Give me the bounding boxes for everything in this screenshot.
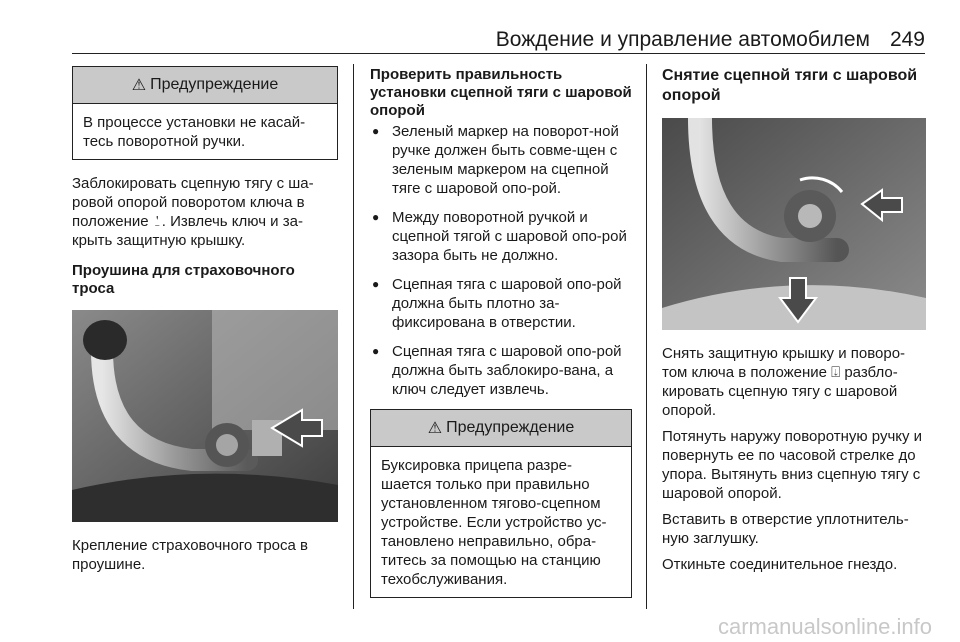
check-list bbox=[370, 122, 632, 399]
header-title: Вождение и управление автомобилем bbox=[495, 28, 870, 51]
warning-title: Предупреждение bbox=[446, 419, 575, 436]
column-divider bbox=[646, 64, 647, 609]
warning-box bbox=[370, 409, 632, 598]
photo-caption: Крепление страховочного троса в проушине. bbox=[72, 537, 308, 573]
warning-text: Буксировка прицепа разре-шается только при правильно установленном тягово-сцепном устройстве. Если устройство ус-тановлено неправильно, обра-титесь за помощью на станцию техобслуживания. bbox=[381, 457, 607, 588]
column-right bbox=[662, 66, 926, 574]
column-left bbox=[72, 66, 338, 574]
list-item: ● Сцепная тяга с шаровой опо-рой должна быть плотно за-фиксирована в отверстии. bbox=[370, 275, 632, 332]
section-heading-tow-eye: Проушина для страховочного троса bbox=[72, 262, 295, 297]
warning-triangle-icon: ⚠ bbox=[427, 420, 443, 437]
tow-eye-photo bbox=[72, 310, 338, 522]
plug-instructions: Вставить в отверстие уплотнитель-ную заглушку. bbox=[662, 511, 909, 547]
warning-title: Предупреждение bbox=[150, 76, 279, 93]
warning-triangle-icon: ⚠ bbox=[131, 77, 147, 94]
column-middle bbox=[370, 66, 632, 598]
lock-instructions: Заблокировать сцепную тягу с ша-ровой опорой поворотом ключа в положение ⍘. Извлечь ключ и за-крыть защитную крышку. bbox=[72, 175, 314, 249]
list-item: ● Сцепная тяга с шаровой опо-рой должна быть заблокиро-вана, а ключ следует извлечь. bbox=[370, 342, 632, 399]
warning-header bbox=[371, 410, 631, 447]
section-heading-removal: Снятие сцепной тяги с шаровой опорой bbox=[662, 67, 918, 104]
warning-box bbox=[72, 66, 338, 160]
socket-instructions: Откиньте соединительное гнездо. bbox=[662, 556, 898, 573]
list-item: ● Зеленый маркер на поворот-ной ручке должен быть совме-щен с зеленым маркером на сцепной тяге с шаровой опо-рой. bbox=[370, 122, 632, 198]
column-divider bbox=[353, 64, 354, 609]
section-heading-check: Проверить правильность установки сцепной тяги с шаровой опорой bbox=[370, 66, 632, 119]
header-rule bbox=[72, 53, 925, 54]
removal-photo bbox=[662, 118, 926, 330]
warning-header bbox=[73, 67, 337, 104]
pull-instructions: Потянуть наружу поворотную ручку и повернуть ее по часовой стрелке до упора. Вытянуть вниз сцепную тягу с шаровой опорой. bbox=[662, 428, 923, 502]
watermark: carmanualsonline.info bbox=[717, 614, 932, 639]
list-item: ● Между поворотной ручкой и сцепной тягой с шаровой опо-рой зазора быть не должно. bbox=[370, 208, 632, 265]
unlock-instructions: Снять защитную крышку и поворо-том ключа в положение ⍗ разбло-кировать сцепную тягу с шаровой опорой. bbox=[662, 345, 906, 419]
warning-text: В процессе установки не касай-тесь поворотной ручки. bbox=[83, 114, 306, 150]
removal-illustration bbox=[662, 118, 926, 330]
tow-eye-illustration bbox=[72, 310, 338, 522]
page-number: 249 bbox=[889, 28, 925, 51]
